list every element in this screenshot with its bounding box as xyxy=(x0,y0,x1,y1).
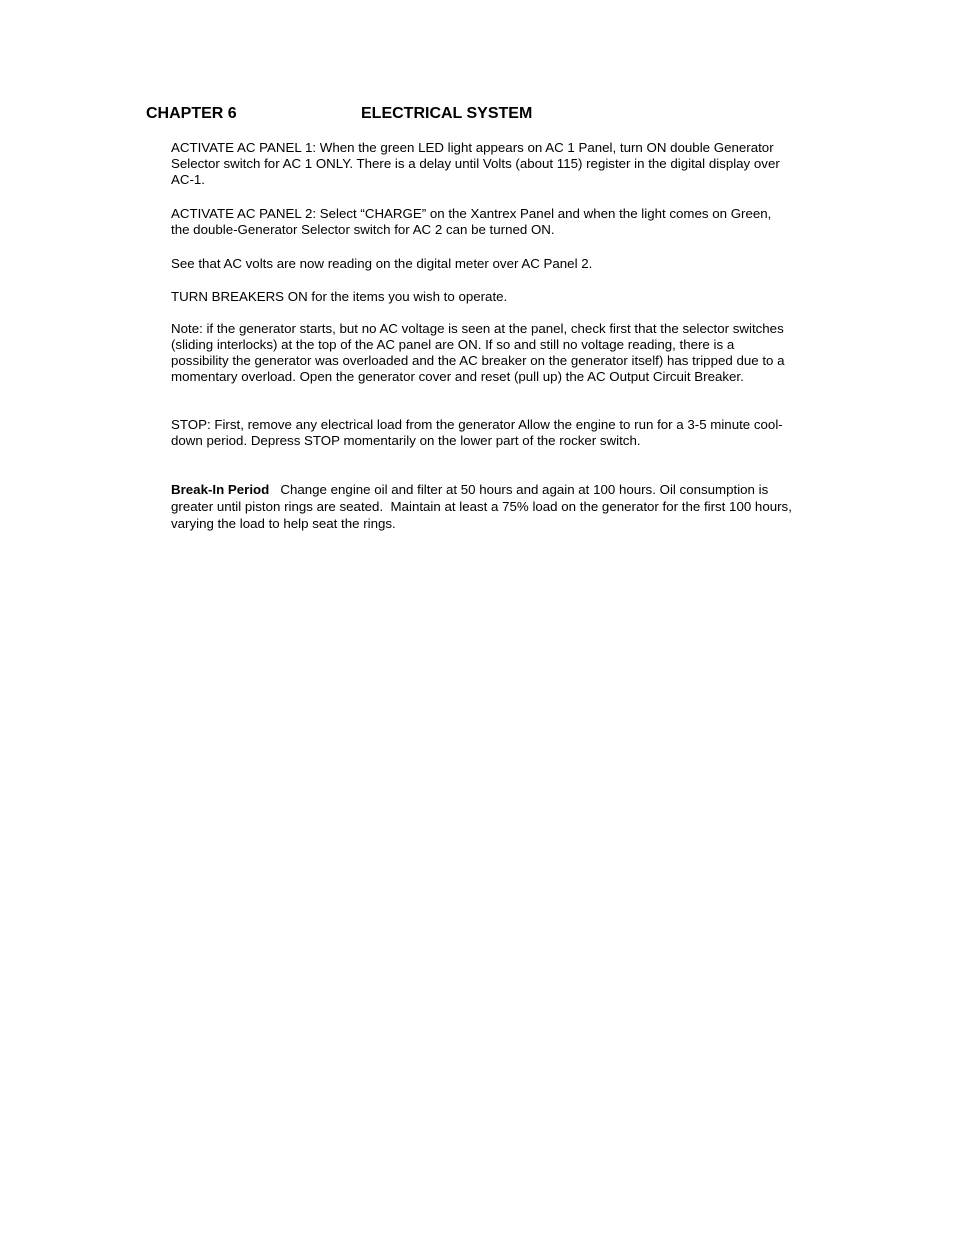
break-in-text: Change engine oil and filter at 50 hours and again at 100 hours. Oil consumption is greater until piston rings are seated. Maintain at least a 75% load on the generator for the first 100 hours, varying the load to help seat the rings. xyxy=(171,482,796,531)
paragraph-breakers: TURN BREAKERS ON for the items you wish to operate. xyxy=(171,289,508,304)
paragraph-ac-panel-1: ACTIVATE AC PANEL 1: When the green LED light appears on AC 1 Panel, turn ON double Generator Selector switch for AC 1 ONLY. There is a delay until Volts (about 115) register in the digital display over AC-1. xyxy=(171,140,780,187)
chapter-title: ELECTRICAL SYSTEM xyxy=(361,105,533,122)
paragraph-ac-volts: See that AC volts are now reading on the digital meter over AC Panel 2. xyxy=(171,256,593,271)
paragraph-break-in xyxy=(171,481,796,532)
paragraph-stop: STOP: First, remove any electrical load from the generator Allow the engine to run for a 3-5 minute cool-down period. Depress STOP momentarily on the lower part of the rocker switch. xyxy=(171,417,783,448)
paragraph-ac-panel-2: ACTIVATE AC PANEL 2: Select “CHARGE” on the Xantrex Panel and when the light comes on Green, the double-Generator Selector switch for AC 2 can be turned ON. xyxy=(171,206,772,237)
chapter-number: CHAPTER 6 xyxy=(146,105,237,122)
break-in-label: Break-In Period xyxy=(171,482,270,497)
paragraph-note: Note: if the generator starts, but no AC voltage is seen at the panel, check first that the selector switches (sliding interlocks) at the top of the AC panel are ON. If so and still no voltage reading, there is a possibility the generator was overloaded and the AC breaker on the generator itself) has tripped due to a momentary overload. Open the generator cover and reset (pull up) the AC Output Circuit Breaker. xyxy=(171,321,785,384)
